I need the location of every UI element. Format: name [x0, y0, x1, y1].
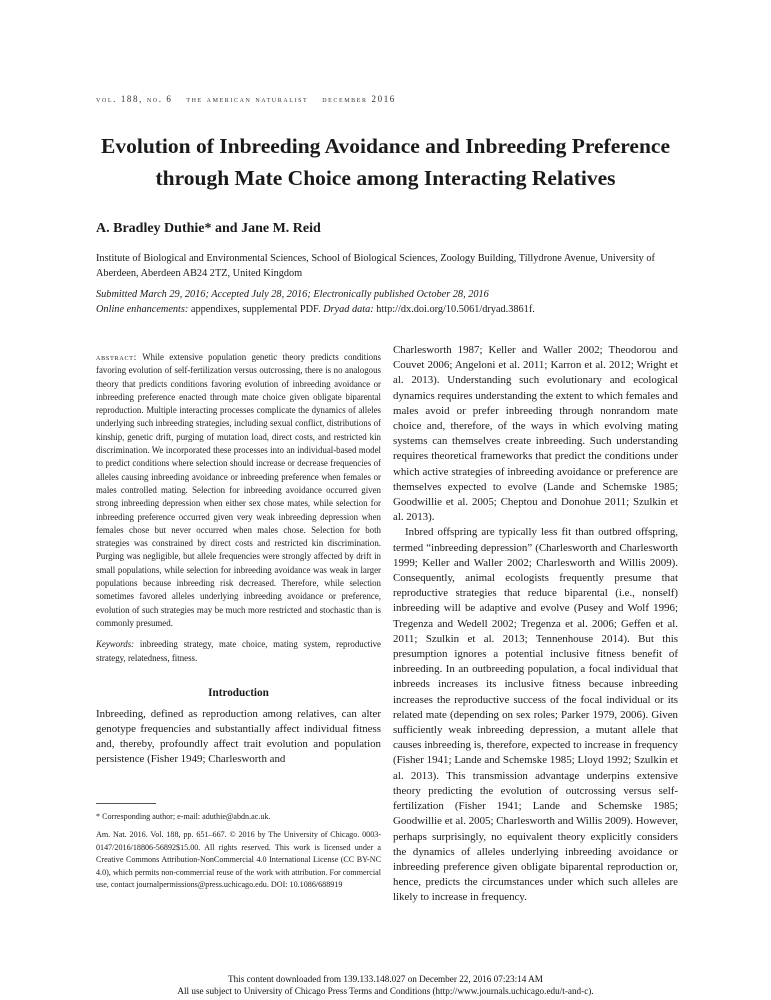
paper-title — [60, 130, 711, 194]
keywords-label: Keywords: — [96, 639, 135, 650]
publication-dates — [96, 287, 686, 317]
keywords-text: inbreeding strategy, mate choice, mating system, reproductive strategy, relatedness, fitness. — [96, 639, 381, 663]
right-column — [393, 343, 678, 906]
abstract-text: While extensive population genetic theory predicts conditions favoring evolution of self-fertilization versus outcrossing, there is no analogous theory that predicts conditions favoring evolution of inbreeding avoidance or inbreeding preference enacted through mate choice given obligate biparental reproduction. Multiple interacting processes complicate the dynamics of alleles underlying such inbreeding strategies, including sexual conflict, distributions of kinship, genetic drift, purging of mutation load, direct costs, and restricted kin discrimination. We incorporated these processes into an individual-based model to predict conditions where selection should increase or decrease frequencies of alleles causing inbreeding avoidance or inbreeding preference when females or males controlled mating. Selection for inbreeding avoidance occurred given strong inbreeding depression when either sex chose mates, while selection for inbreeding preference occurred given very weak inbreeding depression when females chose but never occurred when males chose. Selection for both strategies was constrained by direct costs and restricted kin discrimination. Purging was negligible, but allele frequencies were strongly affected by drift in small populations, while selection for inbreeding avoidance was weak in larger populations because inbreeding risk decreased. Therefore, while selection sometimes favored alleles underlying inbreeding avoidance or preference, evolution of such strategies may be much more restricted and stochastic than is commonly presumed. — [96, 352, 381, 628]
intro-paragraph-1: Inbreeding, defined as reproduction among relatives, can alter genotype frequencies and substantially affect individual fitness and, thereby, profoundly affect trait evolution and population persistence (Fisher 1949; Charlesworth and — [96, 707, 381, 766]
running-head-volume: vol. 188, no. 6 — [96, 94, 173, 104]
running-head-date: december 2016 — [322, 94, 396, 104]
corresponding-author-note: * Corresponding author; e-mail: aduthie@abdn.ac.uk. — [96, 812, 271, 821]
download-notice-line-2[interactable]: All use subject to University of Chicago Press Terms and Conditions (http://www.journals.uchicago.edu/t-and-c). — [177, 986, 594, 996]
download-notice-line-1: This content downloaded from 139.133.148.027 on December 22, 2016 07:23:14 AM — [228, 974, 543, 984]
download-notice — [0, 973, 771, 997]
footnote-divider — [96, 803, 156, 804]
footnotes — [96, 811, 381, 891]
dryad-link[interactable]: http://dx.doi.org/10.5061/dryad.3861f. — [373, 304, 535, 315]
running-head-journal: the american naturalist — [186, 94, 309, 104]
citation-license-note: Am. Nat. 2016. Vol. 188, pp. 651–667. © 2016 by The University of Chicago. 0003-0147/2016/18806-56892$15.00. All rights reserved. This work is licensed under a Creative Commons Attribution-NonCommercial 4.0 International License (CC BY-NC 4.0), which permits non-commercial reuse of the work with attribution. For commercial use, contact journalpermissions@press.uchicago.edu. DOI: 10.1086/688919 — [96, 830, 381, 890]
running-head — [96, 94, 406, 104]
keywords — [96, 638, 381, 665]
paper-title-line-1: Evolution of Inbreeding Avoidance and Inbreeding Preference — [101, 134, 670, 158]
enhancements-text: appendixes, supplemental PDF. — [188, 304, 324, 315]
left-column — [96, 351, 381, 768]
intro-paragraph-1-continued: Charlesworth 1987; Keller and Waller 2002; Theodorou and Couvet 2006; Angeloni et al. 2011; Karron et al. 2012; Wright et al. 2013). Understanding such evolutionary and ecological dynamics requires understanding the extent to which females and males avoid or prefer inbreeding through nonrandom mate choice and, therefore, of the ways in which evolving mating systems can themselves create inbreeding. Such understanding requires theoretical frameworks that predict the conditions under which active strategies of inbreeding avoidance or preference are themselves expected to evolve (Lande and Schemske 1985; Goodwillie et al. 2005; Cheptou and Donohue 2011; Szulkin et al. 2013). — [393, 344, 678, 524]
submission-history: Submitted March 29, 2016; Accepted July 28, 2016; Electronically published October 28, 2016 — [96, 289, 489, 300]
online-enhancements — [96, 302, 686, 317]
enhancements-label: Online enhancements: — [96, 304, 189, 315]
abstract-label: abstract: — [96, 352, 138, 362]
section-heading-introduction: Introduction — [208, 686, 269, 699]
paper-title-line-2: through Mate Choice among Interacting Relatives — [155, 166, 616, 190]
intro-paragraph-2: Inbred offspring are typically less fit than outbred offspring, termed “inbreeding depression” (Charlesworth and Charlesworth 1999; Keller and Waller 2002; Charlesworth and Willis 2009). Consequently, animal ecologists frequently presume that reproductive strategies that reduce biparental (i.e., nonself) inbreeding will be adaptive and evolve (Pusey and Wolf 1996; Tregenza and Wedell 2002; Tregenza et al. 2006; Geffen et al. 2011; Szulkin et al. 2013; Tennenhouse 2014). But this presumption ignores a potential inclusive fitness benefit of inbreeding. In an outbreeding population, a focal individual that inbreeds increases its inclusive fitness because inbreeding increases the reproductive success of the focal individual or its related mate (depending on sex roles; Parker 1979, 2006). Given sufficiently weak inbreeding depression, a mutant allele that causes inbreeding is, therefore, expected to increase in frequency (Fisher 1941; Lande and Schemske 1985; Lloyd 1992; Szulkin et al. 2013). This transmission advantage underpins extensive theory predicting the evolution of outcrossing versus self-fertilization (Fisher 1941; Lande and Schemske 1985; Goodwillie et al. 2005; Charlesworth and Willis 2009). However, perhaps surprisingly, no equivalent theory explicitly considers the dynamics of alleles underlying inbreeding avoidance or inbreeding preference given obligate biparental reproduction or, hence, predicts the circumstances under which such alleles are likely to increase in frequency. — [393, 526, 678, 904]
dryad-label: Dryad data: — [323, 304, 374, 315]
author-list: A. Bradley Duthie* and Jane M. Reid — [96, 221, 321, 236]
abstract — [96, 351, 381, 630]
affiliation: Institute of Biological and Environmental Sciences, School of Biological Sciences, Zoology Building, Tillydrone Avenue, University of Aberdeen, Aberdeen AB24 2TZ, United Kingdom — [96, 253, 655, 279]
